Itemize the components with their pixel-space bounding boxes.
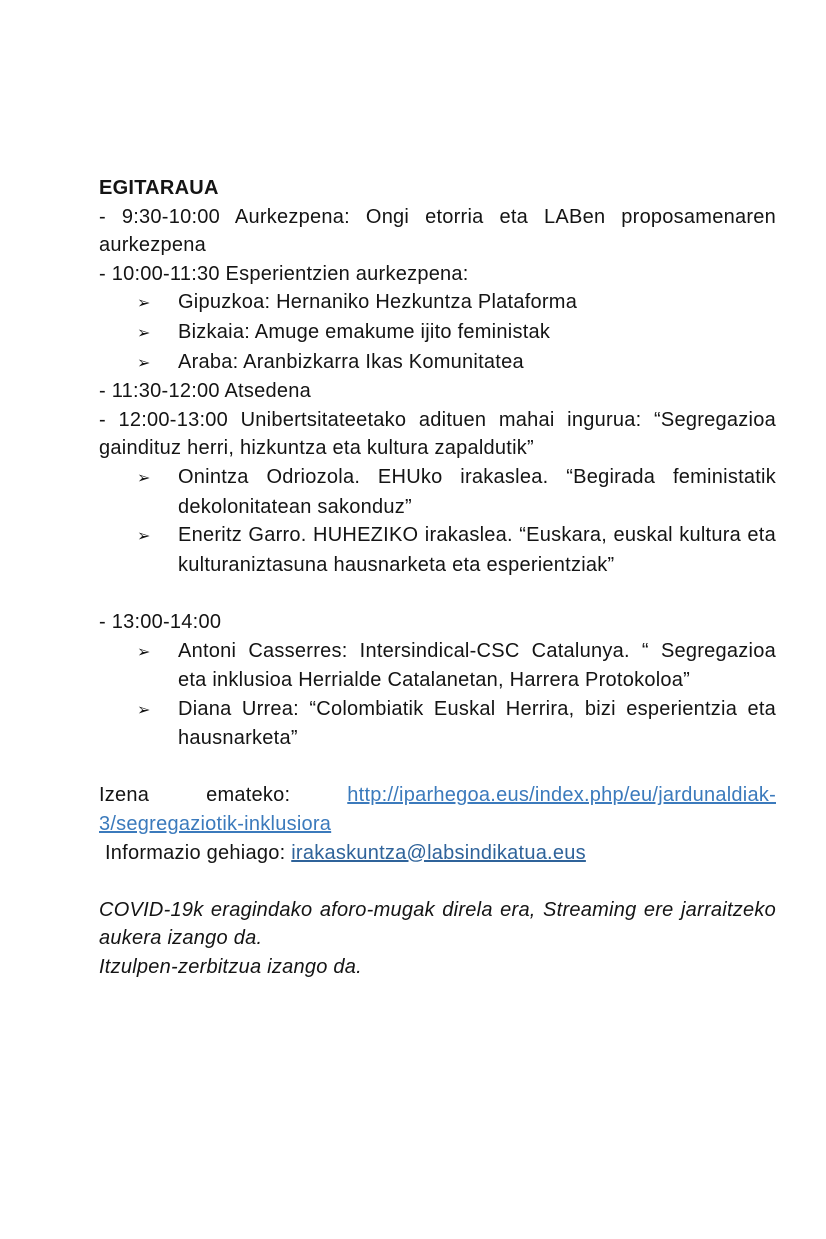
list-item-araba	[99, 348, 776, 378]
program-document	[99, 174, 776, 982]
arrow-bullet-icon: ➢	[137, 526, 151, 546]
arrow-bullet-icon: ➢	[137, 699, 151, 719]
schedule-slot-5: - 13:00-14:00	[99, 610, 222, 633]
list-item-text: Araba: Aranbizkarra Ikas Komunitatea	[178, 350, 524, 373]
blank-line	[99, 753, 776, 782]
schedule-slot-2: - 10:00-11:30 Esperientzien aurkezpena:	[99, 262, 469, 285]
list-item-bizkaia	[99, 318, 776, 348]
email-link[interactable]: irakaskuntza@labsindikatua.eus	[291, 841, 586, 864]
blank-line	[99, 867, 776, 896]
arrow-bullet-icon: ➢	[137, 467, 151, 487]
page-title: EGITARAUA	[99, 177, 219, 199]
list-item-eneritz	[99, 521, 776, 579]
schedule-slot-1: - 9:30-10:00 Aurkezpena: Ongi etorria eta LABen proposamenaren aurkezpena	[99, 205, 776, 257]
blank-line	[99, 579, 776, 608]
arrow-bullet-icon: ➢	[137, 352, 151, 372]
list-item-text: Eneritz Garro. HUHEZIKO irakaslea. “Euskara, euskal kultura eta kulturaniztasuna hausnarketa eta esperientziak”	[178, 524, 776, 576]
signup-line	[99, 781, 776, 838]
list-item-text: Antoni Casserres: Intersindical-CSC Catalunya. “ Segregazioa eta inklusioa Herrialde Catalanetan, Harrera Protokoloa”	[178, 639, 776, 692]
covid-note: COVID-19k eragindako aforo-mugak direla era, Streaming ere jarraitzeko aukera izango da.	[99, 898, 776, 950]
list-item-antoni	[99, 637, 776, 695]
signup-link[interactable]: http://iparhegoa.eus/index.php/eu/jardunaldiak-3/segregaziotik-inklusiora	[99, 784, 776, 836]
list-item-text: Onintza Odriozola. EHUko irakaslea. “Begirada feministatik dekolonitatean sakonduz”	[178, 465, 776, 518]
arrow-bullet-icon: ➢	[137, 641, 151, 661]
list-item-text: Bizkaia: Amuge emakume ijito feministak	[178, 320, 551, 343]
schedule-slot-3: - 11:30-12:00 Atsedena	[99, 380, 311, 403]
translation-note: Itzulpen-zerbitzua izango da.	[99, 956, 362, 979]
info-line	[99, 839, 776, 868]
list-item-text: Diana Urrea: “Colombiatik Euskal Herrira, bizi esperientzia eta hausnarketa”	[178, 697, 776, 750]
list-item-text: Gipuzkoa: Hernaniko Hezkuntza Plataforma	[178, 291, 578, 314]
info-label: Informazio gehiago:	[105, 841, 286, 864]
list-item-diana	[99, 695, 776, 753]
list-item-gipuzkoa	[99, 288, 776, 318]
signup-label: Izena emateko:	[99, 784, 291, 807]
arrow-bullet-icon: ➢	[137, 293, 151, 313]
list-item-onintza	[99, 463, 776, 521]
arrow-bullet-icon: ➢	[137, 322, 151, 342]
schedule-slot-4: - 12:00-13:00 Unibertsitateetako adituen mahai ingurua: “Segregazioa gaindituz herri, hizkuntza eta kultura zapaldutik”	[99, 408, 776, 460]
